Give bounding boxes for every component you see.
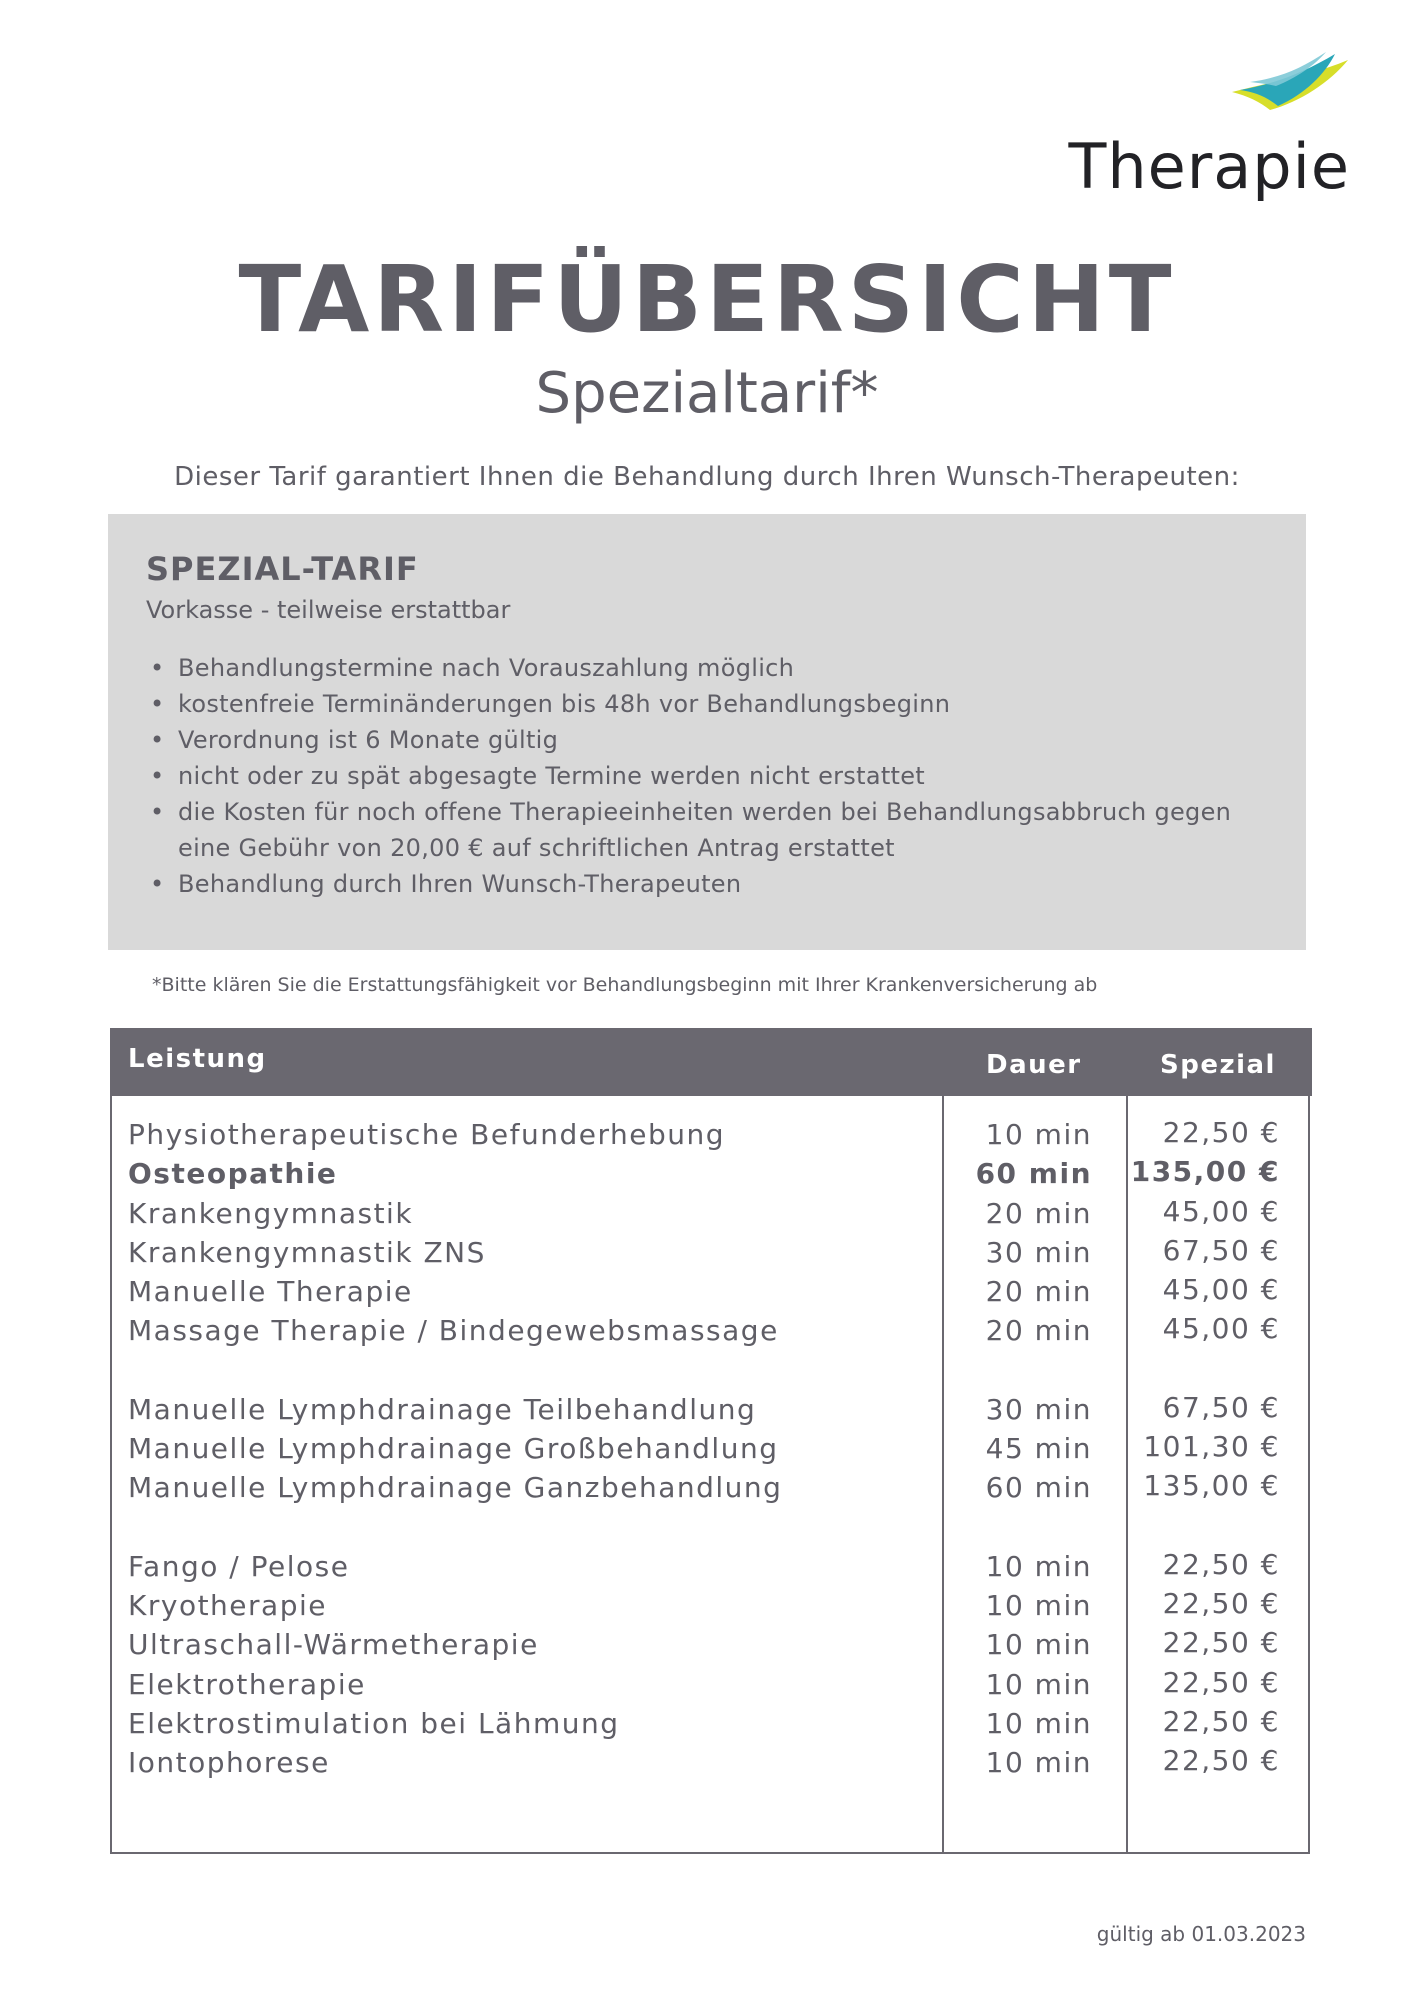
list-item: • die Kosten für noch offene Therapieeinheiten werden bei Behandlungsabbruch gegen eine Gebühr von 20,00 € auf schriftlichen Antrag erstattet: [146, 794, 1276, 866]
service-name: Massage Therapie / Bindegewebsmassage: [128, 1314, 779, 1348]
page-subtitle: Spezialtarif*: [535, 361, 879, 426]
service-price: 135,00 €: [1143, 1469, 1280, 1503]
logo-text: Therapie: [1068, 130, 1350, 203]
service-name: Manuelle Lymphdrainage Teilbehandlung: [128, 1392, 757, 1426]
table-row: [112, 1432, 1310, 1471]
service-price: 101,30 €: [1143, 1430, 1280, 1464]
service-duration: 10 min: [985, 1667, 1092, 1701]
service-duration: 10 min: [985, 1549, 1092, 1583]
bullet-icon: •: [150, 870, 165, 898]
service-price: 22,50 €: [1162, 1116, 1280, 1149]
price-table: [110, 1028, 1310, 1854]
list-item: • Behandlung durch Ihren Wunsch-Therapeuten: [146, 866, 1276, 902]
service-duration: 45 min: [985, 1432, 1092, 1466]
tariff-title: SPEZIAL-TARIF: [146, 550, 419, 588]
service-name: Iontophorese: [128, 1746, 330, 1780]
table-row: [112, 1233, 1310, 1275]
table-header: [110, 1028, 1312, 1096]
service-price: 45,00 €: [1162, 1312, 1280, 1346]
table-row: [112, 1746, 1310, 1785]
service-duration: 10 min: [985, 1706, 1092, 1740]
service-price: 67,50 €: [1162, 1233, 1280, 1267]
tariff-subtitle: Vorkasse - teilweise erstattbar: [146, 596, 511, 624]
service-price: 22,50 €: [1162, 1547, 1280, 1581]
table-row: [112, 1628, 1310, 1667]
service-name: Fango / Pelose: [128, 1549, 350, 1583]
service-price: 45,00 €: [1162, 1273, 1280, 1307]
service-name: Manuelle Lymphdrainage Ganzbehandlung: [128, 1471, 783, 1505]
table-body: [112, 1118, 1310, 1785]
service-price: 135,00 €: [1130, 1155, 1280, 1189]
tariff-info-box: [108, 514, 1306, 950]
service-duration: 20 min: [985, 1196, 1092, 1230]
bullet-icon: •: [150, 798, 165, 826]
service-duration: 10 min: [985, 1118, 1092, 1151]
valid-from-date: gültig ab 01.03.2023: [1096, 1922, 1306, 1946]
table-row: [112, 1704, 1310, 1746]
bullet-icon: •: [150, 726, 165, 754]
table-row: [112, 1157, 1310, 1196]
service-duration: 30 min: [985, 1392, 1092, 1426]
service-name: Elektrotherapie: [128, 1667, 366, 1701]
page-title: TARIFÜBERSICHT: [238, 246, 1176, 353]
footnote: *Bitte klären Sie die Erstattungsfähigkeit vor Behandlungsbeginn mit Ihrer Krankenversicherung ab: [152, 974, 1098, 996]
list-item: • Verordnung ist 6 Monate gültig: [146, 722, 1276, 758]
service-price: 22,50 €: [1162, 1665, 1280, 1699]
service-name: Manuelle Therapie: [128, 1275, 413, 1309]
tariff-conditions-list: [146, 650, 1276, 902]
service-duration: 10 min: [985, 1588, 1092, 1622]
service-name: Krankengymnastik ZNS: [128, 1235, 486, 1269]
service-price: 22,50 €: [1162, 1626, 1280, 1660]
table-row: [112, 1471, 1310, 1510]
column-header-spezial: Spezial: [1160, 1050, 1276, 1080]
list-item: • nicht oder zu spät abgesagte Termine werden nicht erstattet: [146, 758, 1276, 794]
column-header-dauer: Dauer: [986, 1050, 1082, 1080]
service-duration: 30 min: [985, 1235, 1092, 1269]
service-duration: 60 min: [975, 1157, 1092, 1191]
list-item: • kostenfreie Terminänderungen bis 48h vor Behandlungsbeginn: [146, 686, 1276, 722]
service-price: 45,00 €: [1162, 1194, 1280, 1228]
table-row: [112, 1118, 1310, 1157]
table-row: [112, 1194, 1310, 1236]
bullet-icon: •: [150, 654, 165, 682]
table-row: [112, 1275, 1310, 1314]
service-name: Manuelle Lymphdrainage Großbehandlung: [128, 1432, 779, 1466]
table-row: [112, 1547, 1310, 1589]
column-header-leistung: Leistung: [128, 1044, 267, 1074]
service-name: Kryotherapie: [128, 1588, 327, 1622]
service-price: 22,50 €: [1162, 1704, 1280, 1738]
service-duration: 60 min: [985, 1471, 1092, 1505]
service-duration: 10 min: [985, 1628, 1092, 1662]
table-row: [112, 1586, 1310, 1628]
service-name: Ultraschall-Wärmetherapie: [128, 1628, 539, 1662]
service-duration: 10 min: [985, 1746, 1092, 1780]
service-price: 67,50 €: [1162, 1390, 1280, 1424]
service-name: Elektrostimulation bei Lähmung: [128, 1706, 620, 1740]
intro-text: Dieser Tarif garantiert Ihnen die Behandlung durch Ihren Wunsch-Therapeuten:: [174, 462, 1240, 492]
logo: [1068, 52, 1350, 212]
service-price: 22,50 €: [1162, 1744, 1280, 1778]
logo-swoosh-icon: [1230, 52, 1350, 114]
service-name: Physiotherapeutische Befunderhebung: [128, 1118, 725, 1151]
bullet-icon: •: [150, 762, 165, 790]
table-row: [112, 1314, 1310, 1353]
service-duration: 20 min: [985, 1275, 1092, 1309]
table-row: [112, 1390, 1310, 1432]
list-item: • Behandlungstermine nach Vorauszahlung möglich: [146, 650, 1276, 686]
table-row: [112, 1665, 1310, 1707]
service-price: 22,50 €: [1162, 1586, 1280, 1620]
service-duration: 20 min: [985, 1314, 1092, 1348]
service-name: Osteopathie: [128, 1157, 338, 1191]
service-name: Krankengymnastik: [128, 1196, 414, 1230]
bullet-icon: •: [150, 690, 165, 718]
